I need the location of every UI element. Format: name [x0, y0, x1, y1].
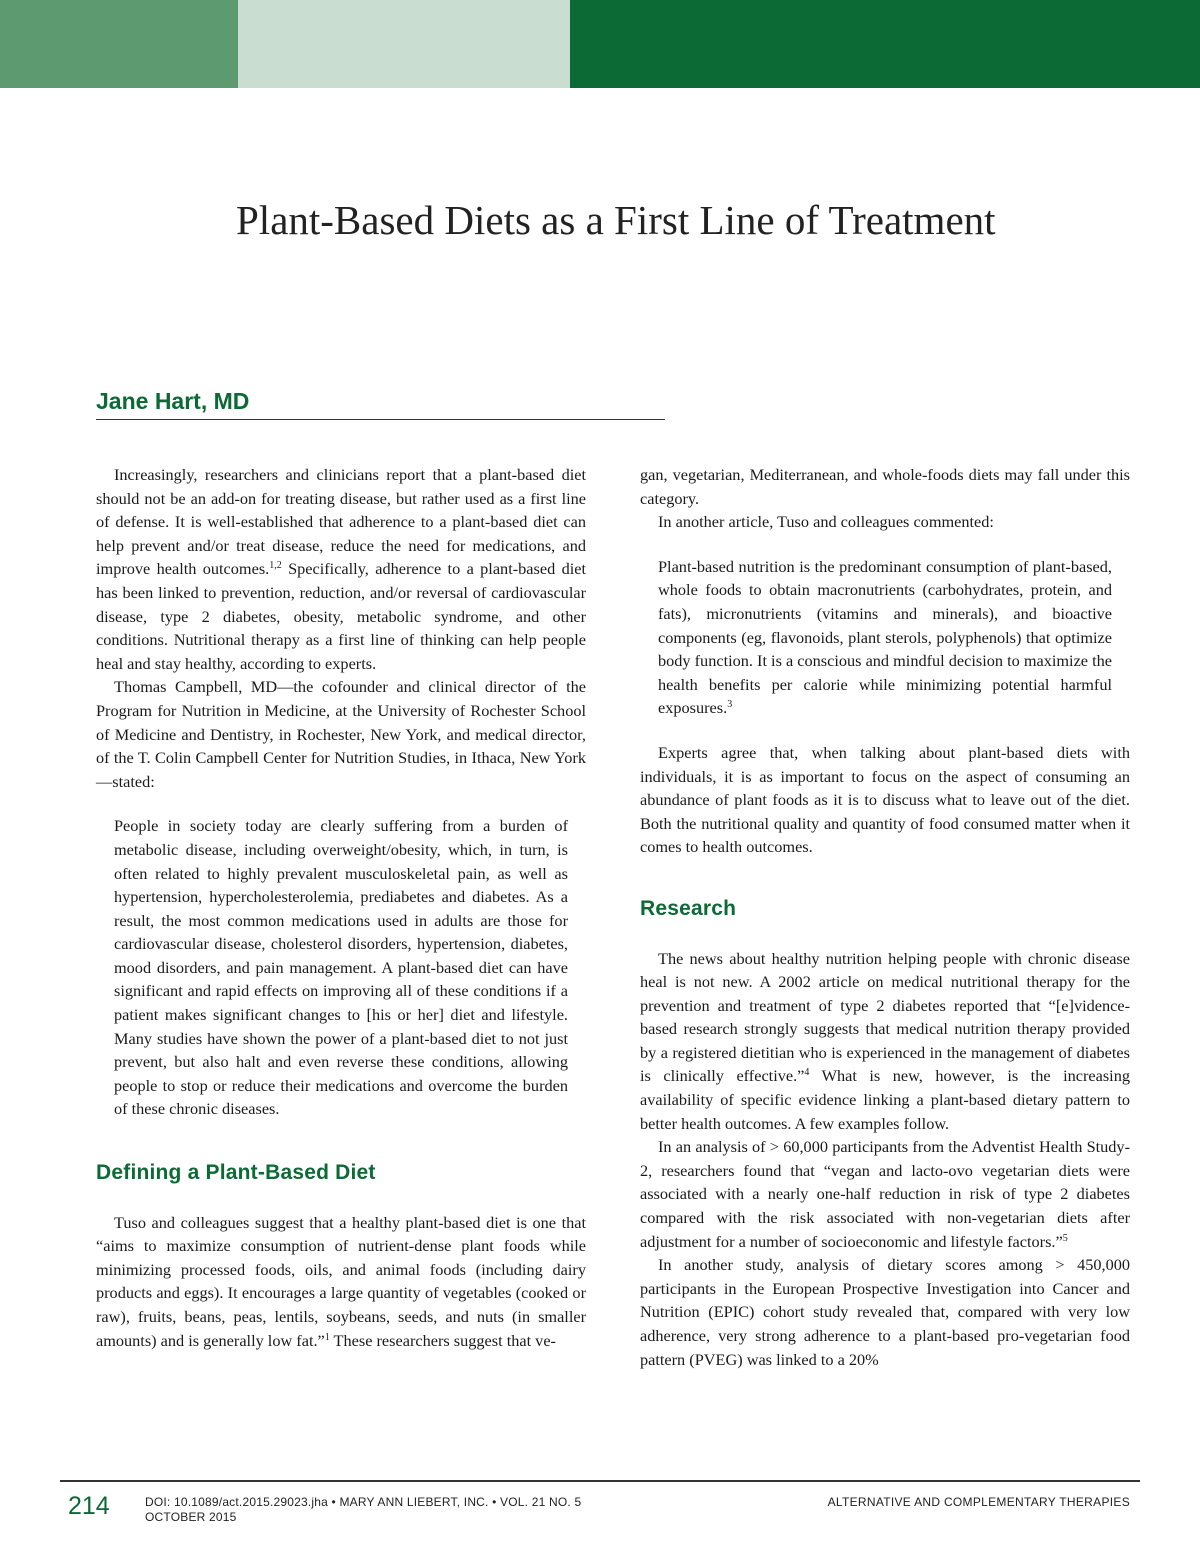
article-title: Plant-Based Diets as a First Line of Treatment — [236, 197, 996, 243]
citation-ref: 4 — [804, 1067, 810, 1079]
footer-citation — [145, 1495, 665, 1525]
header-band-pale-green — [238, 0, 570, 88]
footer-divider — [60, 1480, 1140, 1482]
page-number: 214 — [68, 1492, 110, 1520]
footer-journal-name: ALTERNATIVE AND COMPLEMENTARY THERAPIES — [827, 1495, 1130, 1509]
right-column — [640, 463, 1130, 1371]
epic-paragraph: In another study, analysis of dietary scores among > 450,000 participants in the European Prospective Investigation into Cancer and Nutrition (EPIC) cohort study revealed that, compared with very low adherence, very strong adherence to a plant-based pro-vegetarian food pattern (PVEG) was linked to a 20% — [640, 1255, 1130, 1369]
tuso-quote: Plant-based nutrition is the predominant consumption of plant-based, whole foods to obtain macronutrients (carbohydrates, protein, and fats), micronutrients (vitamins and minerals), and bioactive components (eg, flavonoids, plant sterols, polyphenols) that optimize body function. It is a conscious and mindful decision to maximize the health benefits per calorie while minimizing potential harmful exposures.$^3$ — [658, 556, 1112, 718]
tuso-intro-paragraph: In another article, Tuso and colleagues commented: — [658, 512, 994, 532]
intro-paragraph: Increasingly, researchers and clinicians report that a plant-based diet should not be an add-on for treating disease, but rather used as a first line of defense. It is well-established that adherence to a plant-based diet can help prevent and/or treat disease, reduce the need for medications, and improve health outcomes.$^{1,2}$ Specifically, adherence to a plant-based diet has been linked to prevention, reduction, and/or reversal of cardiovascular disease, type 2 diabetes, obesity, metabolic syndrome, and other conditions. Nutritional therapy as a first line of thinking can help people heal and stay healthy, according to experts. — [96, 465, 586, 673]
campbell-intro-paragraph: Thomas Campbell, MD—the cofounder and clinical director of the Program for Nutrition in Medicine, at the University of Rochester School of Medicine and Dentistry, in Rochester, New York, and medical director, of the T. Colin Campbell Center for Nutrition Studies, in Ithaca, New York—stated: — [96, 677, 586, 791]
header-band-light-green — [0, 0, 238, 88]
header-band-dark-green — [570, 0, 1200, 88]
section-heading-defining: Defining a Plant-Based Diet — [96, 1161, 376, 1185]
campbell-quote: People in society today are clearly suffering from a burden of metabolic disease, including overweight/obesity, which, in turn, is often related to highly prevalent musculoskeletal pain, as well as hypertension, hypercholesterolemia, prediabetes and diabetes. As a result, the most common medications used in adults are those for cardiovascular disease, cholesterol disorders, hypertension, diabetes, mood disorders, and pain management. A plant-based diet can have significant and rapid effects on improving all of these conditions if a patient makes significant changes to [his or her] diet and lifestyle. Many studies have shown the power of a plant-based diet to not just prevent, but also halt and even reverse these conditions, allowing people to stop or reduce their medications and overcome the burden of these chronic diseases. — [114, 816, 568, 1119]
citation-ref: 1,2 — [269, 560, 282, 572]
footer-citation-line1: DOI: 10.1089/act.2015.29023.jha • MARY ANN LIEBERT, INC. • VOL. 21 NO. 5 — [145, 1495, 582, 1509]
author-name: Jane Hart, MD — [96, 388, 250, 414]
continued-paragraph: gan, vegetarian, Mediterranean, and whole-foods diets may fall under this category. — [640, 465, 1130, 508]
left-column — [96, 463, 586, 1352]
section-heading-research: Research — [640, 896, 737, 920]
author-divider — [96, 419, 665, 420]
citation-ref: 5 — [1062, 1232, 1068, 1244]
defining-paragraph: Tuso and colleagues suggest that a healthy plant-based diet is one that “aims to maximize consumption of nutrient-dense plant foods while minimizing processed foods, oils, and animal foods (including dairy products and eggs). It encourages a large quantity of vegetables (cooked or raw), fruits, beans, peas, lentils, soybeans, seeds, and nuts (in smaller amounts) and is generally low fat.”$^1$ These researchers suggest that ve- — [96, 1212, 586, 1350]
citation-ref: 3 — [727, 699, 733, 711]
footer-citation-line2: OCTOBER 2015 — [145, 1510, 237, 1524]
citation-ref: 1 — [324, 1331, 330, 1343]
adventist-paragraph: In an analysis of > 60,000 participants from the Adventist Health Study-2, researchers found that “vegan and lacto-ovo vegetarian diets were associated with a nearly one-half reduction in risk of type 2 diabetes compared with the risk associated with non-vegetarian diets after adjustment for a number of socioeconomic and lifestyle factors.”$^5$ — [640, 1137, 1130, 1251]
research-paragraph: The news about healthy nutrition helping people with chronic disease heal is not new. A 2002 article on medical nutritional therapy for the prevention and treatment of type 2 diabetes reported that “[e]vidence-based research strongly suggests that medical nutrition therapy provided by a registered dietitian who is experienced in the management of diabetes is clinically effective.”$^4$ What is new, however, is the increasing availability of specific evidence linking a plant-based dietary pattern to better health outcomes. A few examples follow. — [640, 948, 1130, 1133]
experts-paragraph: Experts agree that, when talking about plant-based diets with individuals, it is as important to focus on the aspect of consuming an abundance of plant foods as it is to discuss what to leave out of the diet. Both the nutritional quality and quantity of food consumed matter when it comes to health outcomes. — [640, 742, 1130, 857]
